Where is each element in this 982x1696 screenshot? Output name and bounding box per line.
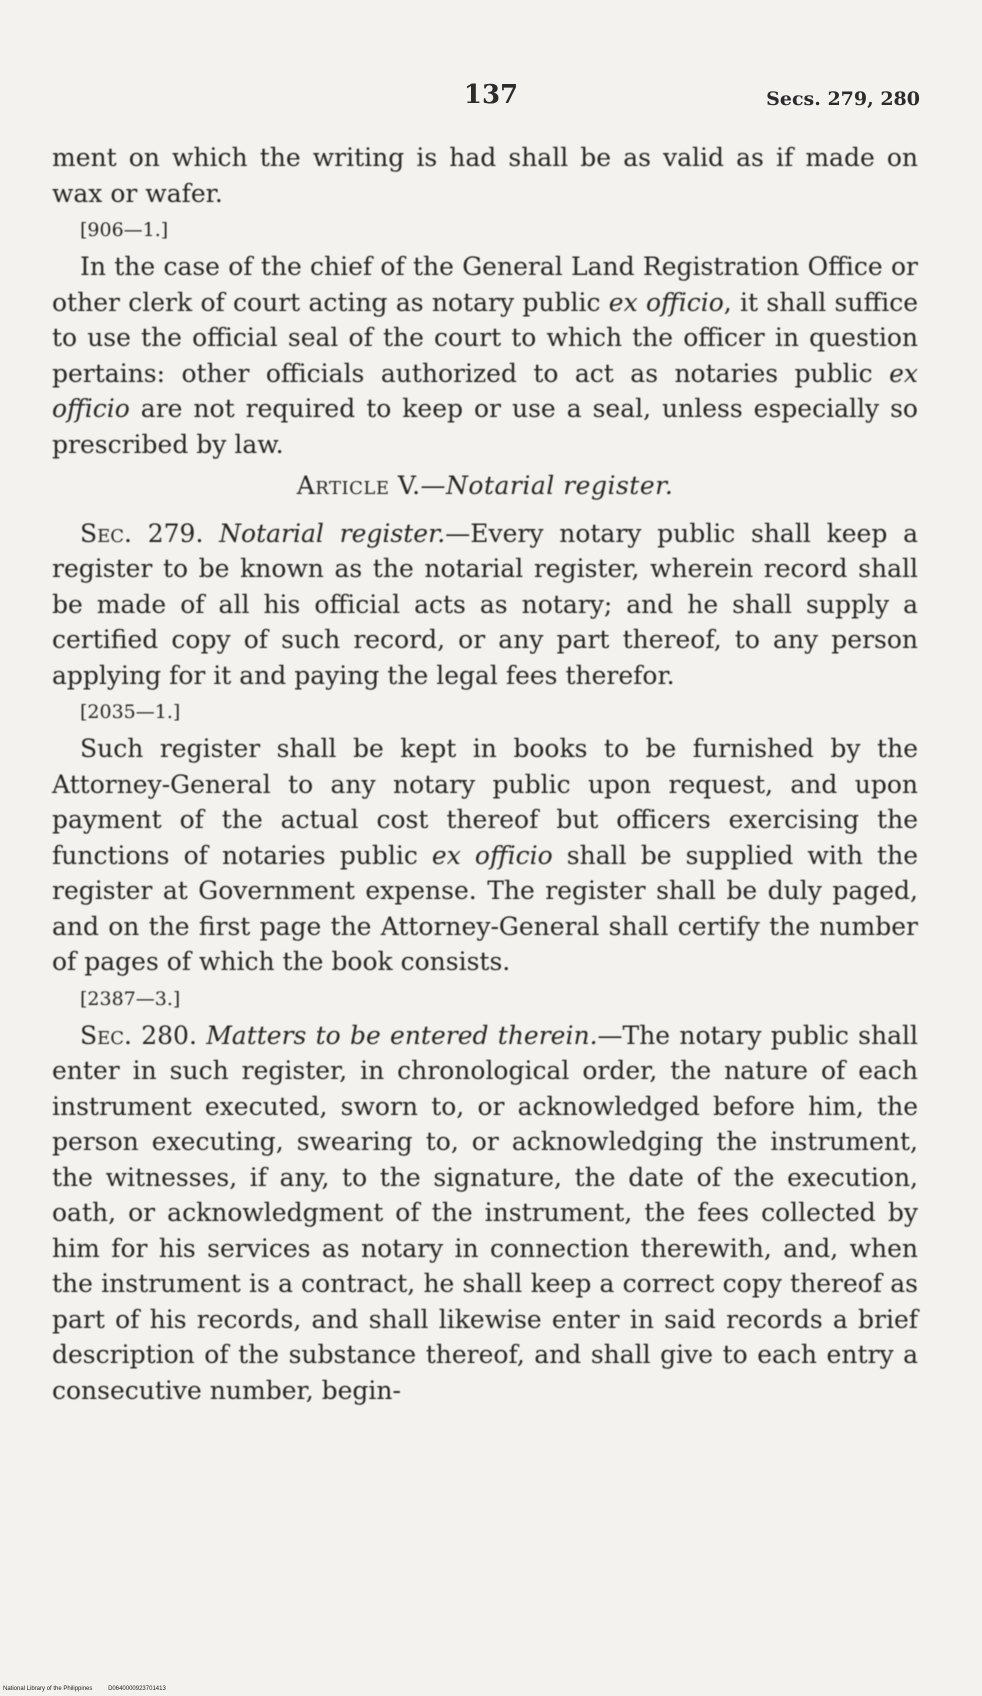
paragraph: ment on which the writing is had shall be as valid as if made on wax or wafer. bbox=[52, 143, 918, 208]
page-number: 137 bbox=[463, 80, 519, 110]
library-credit: National Library of the Philippines bbox=[3, 1686, 93, 1692]
paragraph: Such register shall be kept in books to be furnished by the Attorney-General to any notary public upon request, and upon payment of the actual cost thereof but officers exercising the functions of notaries public ex officio shall be supplied with the register at Government expense. The register shall be duly paged, and on the first page the Attorney-General shall certify the number of pages of which the book consists. bbox=[52, 734, 918, 976]
section-range: Secs. 279, 280 bbox=[766, 88, 920, 110]
section-279: Sec. 279. Notarial register.—Every notary public shall keep a register to be known as the notarial register, wherein record shall be made of all his official acts as notary; and he shall supply a certified copy of such record, or any part thereof, to any person applying for it and paying the legal fees therefor. bbox=[52, 518, 918, 690]
scan-id: D0640000923701413 bbox=[108, 1686, 166, 1692]
section-label: Sec. 280. bbox=[80, 1020, 197, 1050]
page-body bbox=[52, 140, 918, 1408]
scan-footer bbox=[3, 1686, 180, 1692]
article-heading: Article V.—Notarial register. bbox=[296, 471, 674, 500]
paragraph: In the case of the chief of the General Land Registration Office or other clerk of court acting as notary public ex officio, it shall suffice to use the official seal of the court to which the officer in question pertains: other officials authorized to act as notaries public ex officio are not required to keep or use a seal, unless especially so prescribed by law. bbox=[52, 252, 919, 459]
source-reference: [2035—1.] bbox=[80, 701, 181, 723]
section-280: Sec. 280. Matters to be entered therein.—The notary public shall enter in such register, in chronological order, the nature of each instrument executed, sworn to, or acknowledged before him, the person executing, swearing to, or acknowledging the instrument, the witnesses, if any, to the signature, the date of the execution, oath, or acknowledgment of the instrument, the fees collected by him for his services as notary in connection therewith, and, when the instrument is a contract, he shall keep a correct copy thereof as part of his records, and shall likewise enter in said records a brief description of the substance thereof, and shall give to each entry a consecutive number, begin- bbox=[52, 1020, 918, 1405]
source-reference: [906—1.] bbox=[80, 219, 169, 241]
source-reference: [2387—3.] bbox=[80, 987, 181, 1010]
section-heading: Matters to be entered therein. bbox=[206, 1020, 598, 1050]
section-label: Sec. 279. bbox=[80, 518, 204, 548]
section-heading: Notarial register. bbox=[219, 518, 446, 548]
